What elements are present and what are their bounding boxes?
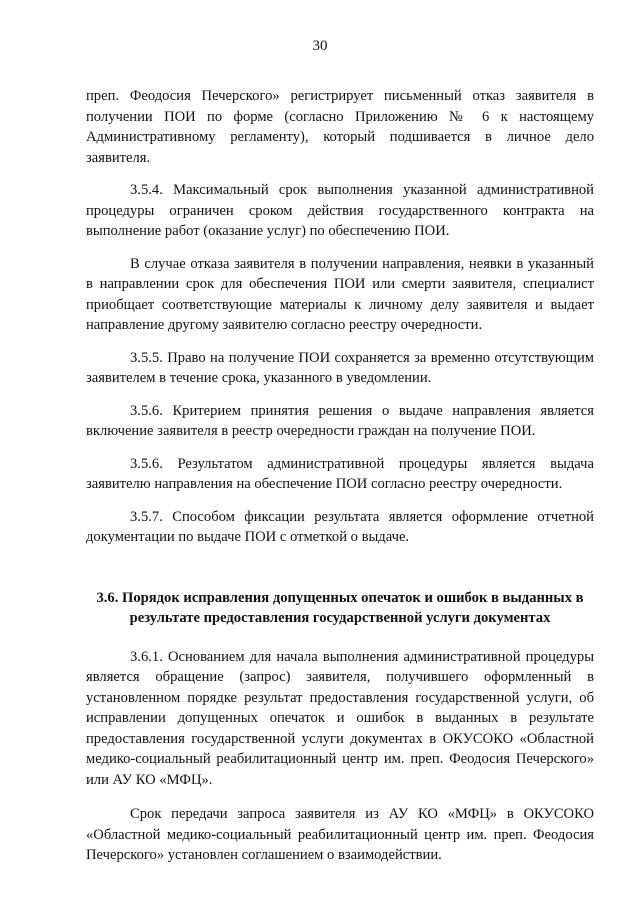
paragraph-3-6-1: 3.6.1. Основанием для начала выполнения административной процедуры является обращение (запрос) заявителя, получившего оформленный в установленном порядке результат предоставления государственной услуги, об исправлении допущенных опечаток и ошибок в выданных в результате предоставления государственной услуги документах в ОКУСОКО «Областной медико-социальный реабилитационный центр им. преп. Феодосия Печерского» или АУ КО «МФЦ». xyxy=(86,648,594,788)
section-heading-3-6: 3.6. Порядок исправления допущенных опечаток и ошибок в выданных в результате предоставления государственной услуги документах xyxy=(96,589,584,626)
document-body xyxy=(86,86,594,878)
page-number: 30 xyxy=(312,38,328,54)
paragraph-3-5-6-result: 3.5.6. Результатом административной процедуры является выдача заявителю направления на обеспечение ПОИ согласно реестру очередности. xyxy=(86,455,594,492)
paragraph-3-5-7: 3.5.7. Способом фиксации результата является оформление отчетной документации по выдаче ПОИ с отметкой о выдаче. xyxy=(86,508,594,545)
paragraph-continuation: преп. Феодосия Печерского» регистрирует письменный отказ заявителя в получении ПОИ по форме (согласно Приложению № 6 к настоящему Административному регламенту), который подшивается в личное дело заявителя. xyxy=(86,88,594,166)
paragraph-3-5-6-criterion: 3.5.6. Критерием принятия решения о выдаче направления является включение заявителя в реестр очередности граждан на получение ПОИ. xyxy=(86,402,594,439)
paragraph-refusal-case: В случае отказа заявителя в получении направления, неявки в указанный в направлении срок для обеспечения ПОИ или смерти заявителя, специалист приобщает соответствующие материалы к личному делу заявителя и выдает направление другому заявителю согласно реестру очередности. xyxy=(86,255,594,333)
paragraph-transfer-term: Срок передачи запроса заявителя из АУ КО «МФЦ» в ОКУСОКО «Областной медико-социальный реабилитационный центр им. преп. Феодосия Печерского» установлен соглашением о взаимодействии. xyxy=(86,806,594,863)
paragraph-3-5-4: 3.5.4. Максимальный срок выполнения указанной административной процедуры ограничен сроком действия государственного контракта на выполнение работ (оказание услуг) по обеспечению ПОИ. xyxy=(86,182,594,239)
paragraph-3-5-5: 3.5.5. Право на получение ПОИ сохраняется за временно отсутствующим заявителем в течение срока, указанного в уведомлении. xyxy=(86,349,594,386)
